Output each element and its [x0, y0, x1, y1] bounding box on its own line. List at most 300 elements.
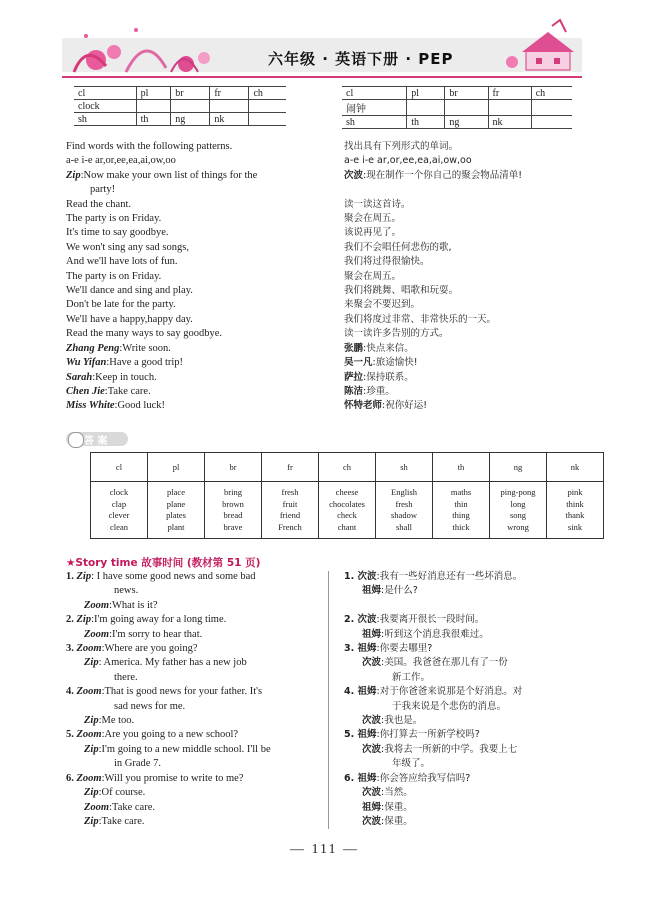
text-line [66, 241, 316, 255]
line-text: :Now make your own list of things for the [80, 169, 258, 181]
text-line [66, 226, 316, 240]
speaker-name: 祖姆 [357, 686, 377, 698]
text-line [66, 212, 316, 226]
answer-header-cell: sh [376, 453, 433, 482]
answer-word: bring [224, 487, 242, 497]
item-number: 2. [66, 614, 77, 626]
speaker-name: Zip [66, 169, 81, 181]
table-cell: ch [249, 87, 286, 100]
text-line [66, 642, 322, 656]
text-line [344, 628, 594, 642]
answer-header-cell: nk [547, 453, 604, 482]
table-cell [249, 100, 286, 113]
text-line [344, 313, 594, 327]
line-text: :你会答应给我写信吗? [376, 772, 471, 784]
line-text: :对于你爸爸来说那是个好消息。对 [376, 686, 523, 698]
text-line [344, 385, 594, 399]
text-line [66, 570, 322, 584]
answer-word-cell [376, 482, 433, 539]
text-line [344, 743, 594, 757]
line-text: 读一读这首诗。 [344, 198, 411, 210]
speaker-name: 次波 [362, 815, 382, 827]
line-text [344, 600, 347, 611]
text-line [66, 154, 316, 168]
text-line [344, 613, 594, 627]
text-line [66, 671, 322, 685]
text-line [344, 198, 594, 212]
text-line [66, 313, 316, 327]
answer-word: ping-pong [500, 487, 536, 497]
answer-word: brown [222, 498, 244, 509]
table-cell: pl [407, 87, 445, 100]
speaker-name: Wu Yifan [66, 357, 107, 369]
text-line [344, 728, 594, 742]
answer-word: think [566, 498, 584, 509]
item-number: 3. [344, 643, 358, 655]
answer-word: long [510, 498, 526, 509]
line-text: :Write soon. [119, 342, 171, 354]
speaker-name: 次波 [357, 571, 377, 582]
speaker-name: Zoom [84, 801, 110, 813]
line-text: :祝你好运! [382, 400, 428, 412]
table-cell [249, 113, 286, 126]
text-line [66, 728, 322, 742]
line-text: 该说再见了。 [344, 227, 402, 239]
text-line [66, 298, 316, 312]
line-text: :Me too. [98, 715, 135, 727]
text-line [66, 685, 322, 699]
answer-word: thin [454, 498, 468, 509]
line-text: :听到这个消息我很难过。 [381, 628, 489, 640]
line-text: Read the many ways to say goodbye. [66, 328, 223, 340]
speaker-name: 次波 [362, 787, 382, 799]
text-line [66, 743, 322, 757]
speaker-name: 次波 [357, 614, 377, 626]
speaker-name: 祖姆 [357, 643, 377, 655]
text-line [344, 642, 594, 656]
line-text: :What is it? [109, 599, 158, 611]
line-text: 我们不会唱任何悲伤的歌, [344, 241, 452, 253]
table-cell: cl [74, 87, 136, 100]
table-cell: sh [342, 116, 407, 129]
table-cell: th [407, 116, 445, 129]
answer-word-cell [205, 482, 262, 539]
text-line [66, 140, 316, 154]
line-text: 年级了。 [392, 758, 431, 770]
speaker-name: 次波 [362, 657, 382, 669]
line-text: 来聚会不要迟到。 [344, 299, 421, 311]
line-text: :保重。 [381, 815, 413, 827]
text-line [66, 371, 316, 385]
answer-badge-label: 答 案 [84, 436, 108, 447]
item-number: 5. [66, 729, 77, 741]
text-line [344, 570, 594, 584]
speaker-name: 张鹏 [344, 342, 364, 354]
column-divider [328, 571, 329, 829]
table-cell: clock [74, 100, 136, 113]
line-text: :Have a good trip! [106, 357, 184, 369]
header-rule [62, 76, 582, 78]
answer-word: thing [452, 510, 470, 520]
speaker-name: 吴一凡 [344, 357, 373, 369]
speaker-name: Zoom [76, 643, 102, 655]
text-line [66, 815, 322, 829]
line-text: a-e i-e ar,or,ee,ea,ai,ow,oo [66, 155, 176, 167]
answer-word-cell [91, 482, 148, 539]
line-text: :保持联系。 [363, 371, 414, 383]
text-line [344, 801, 594, 815]
table-row [74, 100, 286, 113]
story-right-block [344, 570, 594, 829]
line-text: Read the chant. [66, 198, 132, 210]
text-line [66, 327, 316, 341]
line-text: We'll have a happy,happy day. [66, 313, 193, 325]
text-line [66, 700, 322, 714]
table-cell: fr [210, 87, 249, 100]
speaker-name: 萨拉 [344, 371, 364, 383]
table-cell [171, 100, 210, 113]
answer-word: French [278, 521, 302, 532]
line-text: :Take care. [109, 801, 155, 813]
text-line [66, 613, 322, 627]
text-line [66, 772, 322, 786]
line-text: And we'll have lots of fun. [66, 256, 178, 268]
speaker-name: 祖姆 [357, 729, 377, 741]
line-text: : America. My father has a new job [98, 657, 247, 669]
line-text: :Keep in touch. [92, 371, 157, 383]
right-text-block [344, 140, 594, 414]
answer-word: clever [108, 510, 130, 520]
text-line [344, 255, 594, 269]
line-text: 我们将跳舞、唱歌和玩耍。 [344, 285, 459, 297]
speaker-name: 祖姆 [362, 585, 382, 597]
table-cell: nk [488, 116, 531, 129]
table-cell: sh [74, 113, 136, 126]
item-number: 6. [344, 772, 358, 784]
item-number: 5. [344, 729, 358, 741]
left-text-block [66, 140, 316, 414]
text-line [66, 757, 322, 771]
table-cell: nk [210, 113, 249, 126]
line-text: : I have some good news and some bad [91, 571, 256, 582]
table-cell: pl [136, 87, 171, 100]
item-number: 1. [66, 571, 77, 582]
speaker-name: Zip [84, 743, 99, 755]
table-cell [136, 100, 171, 113]
answer-word: shall [395, 521, 413, 532]
answer-word: friend [279, 510, 301, 520]
speaker-name: 次波 [362, 715, 382, 727]
text-line [66, 183, 316, 197]
table-cell [445, 100, 488, 116]
line-text: 聚会在周五。 [344, 213, 402, 225]
line-text: a-e i-e ar,or,ee,ea,ai,ow,oo [344, 155, 472, 167]
answer-header-row [91, 453, 604, 482]
answer-word: clean [110, 521, 128, 532]
text-line [344, 212, 594, 226]
line-text: :Take care. [104, 385, 151, 397]
text-line [344, 371, 594, 385]
speaker-name: 次波 [362, 743, 382, 755]
text-line [66, 385, 316, 399]
speaker-name: 祖姆 [357, 772, 377, 784]
right-letter-table [342, 86, 572, 129]
table-row [342, 87, 572, 100]
speaker-name: Zip [84, 815, 99, 827]
speaker-name: Zip [76, 614, 92, 626]
line-text: news. [114, 585, 139, 597]
line-text: :保重。 [381, 801, 413, 813]
line-text: :珍重。 [363, 385, 395, 397]
text-line [66, 270, 316, 284]
line-text: :你要去哪里? [376, 643, 433, 655]
text-line [66, 628, 322, 642]
page-header-title: 六年级 · 英语下册 · PEP [268, 50, 454, 68]
table-cell: cl [342, 87, 407, 100]
text-line [344, 700, 594, 714]
answer-word: check [337, 510, 357, 520]
answer-word: clap [111, 498, 127, 509]
speaker-name: Sarah [66, 371, 93, 383]
text-line [344, 584, 594, 598]
text-line [66, 786, 322, 800]
text-line [344, 356, 594, 370]
speaker-name: 祖姆 [362, 801, 382, 813]
line-text: :我将去一所新的中学。我要上七 [381, 743, 518, 755]
answer-header-cell: cl [91, 453, 148, 482]
answer-word: plates [166, 510, 186, 520]
line-text: :Take care. [98, 815, 145, 827]
text-line [66, 356, 316, 370]
line-text: :现在制作一个你自己的聚会物品清单! [363, 169, 523, 181]
line-text: sad news for me. [114, 700, 186, 712]
text-line [344, 284, 594, 298]
speaker-name: Zhang Peng [66, 342, 120, 354]
answer-word: fresh [395, 498, 413, 509]
answer-word: brave [223, 521, 243, 532]
line-text: :当然。 [381, 787, 413, 799]
table-row [74, 113, 286, 126]
answer-header-cell: fr [262, 453, 319, 482]
answer-word: plane [166, 498, 186, 509]
answer-word-cell [319, 482, 376, 539]
table-cell: ng [171, 113, 210, 126]
decorative-plants-icon [66, 22, 216, 78]
text-line [66, 198, 316, 212]
text-line [344, 599, 594, 613]
line-text: We won't sing any sad songs, [66, 241, 189, 253]
line-text: The party is on Friday. [66, 270, 162, 282]
answer-header-cell: ng [490, 453, 547, 482]
line-text: in Grade 7. [114, 758, 161, 770]
table-row [74, 87, 286, 100]
speaker-name: 陈洁 [344, 385, 364, 397]
table-cell [407, 100, 445, 116]
speaker-name: Zoom [84, 599, 110, 611]
text-line [344, 685, 594, 699]
line-text: :Good luck! [114, 400, 165, 412]
answer-header-cell: br [205, 453, 262, 482]
left-letter-table [74, 86, 286, 126]
text-line [344, 772, 594, 786]
speaker-name: Zip [84, 787, 99, 799]
line-text: :快点来信。 [363, 342, 414, 354]
line-text: It's time to say goodbye. [66, 227, 169, 239]
text-line [344, 815, 594, 829]
story-left-block [66, 570, 322, 829]
text-line [344, 342, 594, 356]
answer-word-cell [262, 482, 319, 539]
story-time-heading: ★Story time 故事时间 (教材第 51 页) [66, 557, 261, 569]
line-text: 我们将过得很愉快。 [344, 256, 430, 268]
answer-word: place [167, 487, 185, 497]
line-text: :我也是。 [381, 715, 423, 727]
answer-word: maths [450, 487, 472, 497]
table-cell: ng [445, 116, 488, 129]
line-text: Don't be late for the party. [66, 299, 176, 311]
text-line [344, 327, 594, 341]
text-line [66, 399, 316, 413]
item-number: 4. [66, 686, 77, 698]
text-line [344, 399, 594, 413]
text-line [66, 656, 322, 670]
speaker-name: Zoom [84, 628, 110, 640]
text-line [66, 801, 322, 815]
answer-table [90, 452, 604, 539]
item-number: 3. [66, 643, 77, 655]
line-text: :I'm sorry to hear that. [109, 628, 203, 640]
answer-word: shadow [391, 510, 417, 520]
item-number: 2. [344, 614, 358, 626]
table-cell: br [445, 87, 488, 100]
text-line [66, 169, 316, 183]
answer-word: thank [565, 510, 585, 520]
table-row [342, 116, 572, 129]
line-text: :我有一些好消息还有一些坏消息。 [376, 571, 523, 582]
answer-word: chocolates [329, 498, 365, 509]
answer-word: bread [223, 510, 243, 520]
line-text: 于我来说是个悲伤的消息。 [392, 700, 507, 712]
answer-word: chant [337, 521, 357, 532]
table-cell [531, 116, 572, 129]
line-text: 读一读许多告别的方式。 [344, 328, 449, 340]
text-line [344, 241, 594, 255]
line-text: 我们将度过非常、非常快乐的一天。 [344, 313, 497, 325]
answer-word: plant [167, 521, 185, 532]
text-line [344, 270, 594, 284]
answer-word: sink [567, 521, 583, 532]
speaker-name: Miss White [66, 400, 115, 412]
line-text: 新工作。 [392, 671, 431, 683]
table-cell: th [136, 113, 171, 126]
answer-word: pink [567, 487, 583, 497]
table-cell [531, 100, 572, 116]
answer-word: wrong [507, 521, 529, 532]
line-text: The party is on Friday. [66, 213, 162, 225]
answer-word: song [509, 510, 527, 520]
text-line [344, 226, 594, 240]
line-text: :是什么? [381, 585, 418, 597]
line-text: :That is good news for your father. It's [101, 686, 263, 698]
mascot-icon [68, 432, 84, 448]
page-number: — 111 — [290, 842, 359, 857]
table-row [342, 100, 572, 116]
line-text: there. [114, 671, 138, 683]
line-text: party! [90, 184, 116, 196]
speaker-name: 怀特老师 [344, 400, 383, 412]
table-cell: ch [531, 87, 572, 100]
text-line [344, 656, 594, 670]
answer-word: fresh [281, 487, 299, 497]
answer-word: thick [452, 521, 470, 532]
line-text [344, 184, 347, 195]
answer-header-cell: th [433, 453, 490, 482]
line-text: :I'm going away for a long time. [91, 614, 227, 626]
line-text: :你打算去一所新学校吗? [376, 729, 480, 741]
text-line [66, 714, 322, 728]
line-text: 聚会在周五。 [344, 270, 402, 282]
table-cell: 闹钟 [342, 100, 407, 116]
answer-header-cell: ch [319, 453, 376, 482]
table-cell: br [171, 87, 210, 100]
item-number: 1. [344, 571, 358, 582]
table-cell: fr [488, 87, 531, 100]
answer-word-cell [148, 482, 205, 539]
text-line [344, 140, 594, 154]
line-text: :Are you going to a new school? [101, 729, 239, 741]
line-text: :Will you promise to write to me? [101, 772, 244, 784]
text-line [66, 599, 322, 613]
text-line [66, 342, 316, 356]
speaker-name: Zip [76, 571, 92, 582]
speaker-name: 次波 [344, 169, 364, 181]
text-line [66, 584, 322, 598]
line-text: :Of course. [98, 787, 146, 799]
item-number: 4. [344, 686, 358, 698]
text-line [344, 714, 594, 728]
answer-word-cell [433, 482, 490, 539]
line-text: 找出具有下列形式的单词。 [344, 141, 459, 152]
answer-word-cell [547, 482, 604, 539]
speaker-name: Zoom [76, 729, 102, 741]
text-line [66, 255, 316, 269]
table-cell [488, 100, 531, 116]
item-number: 6. [66, 772, 77, 784]
decorative-house-icon [500, 18, 584, 76]
answer-word-cell [490, 482, 547, 539]
speaker-name: 祖姆 [362, 628, 382, 640]
answer-header-cell: pl [148, 453, 205, 482]
answer-body-row [91, 482, 604, 539]
text-line [344, 154, 594, 168]
speaker-name: Zip [84, 715, 99, 727]
line-text: :美国。我爸爸在那儿有了一份 [381, 657, 508, 669]
text-line [344, 786, 594, 800]
answer-word: cheese [335, 487, 359, 497]
line-text: We'll dance and sing and play. [66, 285, 193, 297]
text-line [344, 169, 594, 183]
speaker-name: Zoom [76, 686, 102, 698]
text-line [344, 298, 594, 312]
text-line [66, 284, 316, 298]
line-text: :Where are you going? [101, 643, 198, 655]
table-cell [210, 100, 249, 113]
line-text: Find words with the following patterns. [66, 141, 233, 152]
answer-word: clock [109, 487, 129, 497]
text-line [344, 757, 594, 771]
answer-word: English [391, 487, 417, 497]
answer-word: fruit [282, 498, 298, 509]
